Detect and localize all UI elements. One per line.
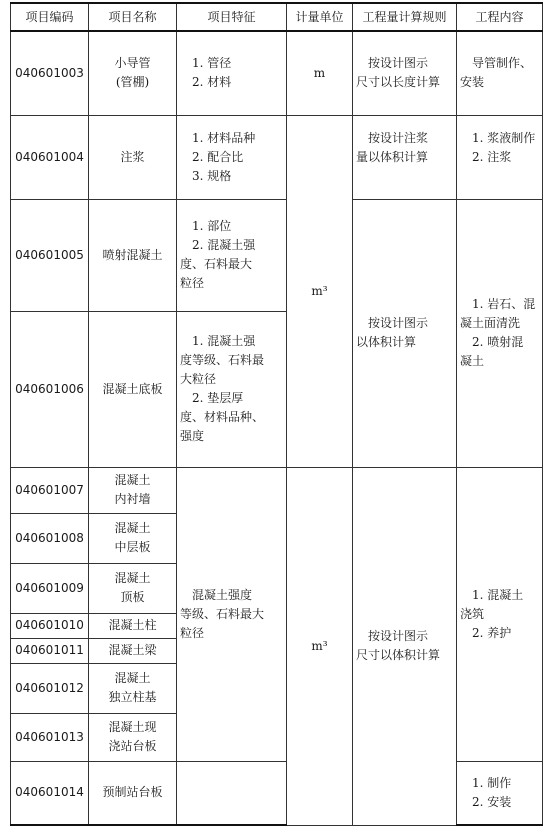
- item-name: 混凝土 独立柱基: [89, 663, 177, 713]
- item-code: 040601004: [11, 115, 89, 199]
- item-rule: 按设计图示 尺寸以长度计算: [353, 31, 457, 115]
- item-features: 混凝土强度 等级、石料最大 粒径: [177, 467, 287, 761]
- item-name: 混凝土底板: [89, 311, 177, 467]
- header-name: 项目名称: [89, 3, 177, 31]
- item-code: 040601007: [11, 467, 89, 513]
- header-rule: 工程量计算规则: [353, 3, 457, 31]
- table-row: [11, 115, 543, 199]
- table-row: [11, 199, 543, 311]
- header-code: 项目编码: [11, 3, 89, 31]
- item-name: 喷射混凝土: [89, 199, 177, 311]
- item-content: 导管制作、 安装: [457, 31, 543, 115]
- item-name: 混凝土柱: [89, 613, 177, 638]
- item-unit: m³: [287, 115, 353, 467]
- item-features: 1. 管径 2. 材料: [177, 31, 287, 115]
- item-code: 040601011: [11, 638, 89, 663]
- bill-of-quantities-table: [10, 2, 543, 826]
- item-features: 1. 材料品种 2. 配合比 3. 规格: [177, 115, 287, 199]
- item-code: 040601009: [11, 563, 89, 613]
- item-content: 1. 混凝土 浇筑 2. 养护: [457, 467, 543, 761]
- header-unit: 计量单位: [287, 3, 353, 31]
- table-row: [11, 31, 543, 115]
- item-rule: 按设计图示 以体积计算: [353, 199, 457, 467]
- item-code: 040601006: [11, 311, 89, 467]
- item-code: 040601003: [11, 31, 89, 115]
- header-content: 工程内容: [457, 3, 543, 31]
- item-name: 预制站台板: [89, 761, 177, 825]
- table-row: [11, 761, 543, 825]
- item-content: 1. 岩石、混 凝土面清洗 2. 喷射混 凝土: [457, 199, 543, 467]
- header-row: [11, 3, 543, 31]
- item-rule: 按设计图示 尺寸以体积计算: [353, 467, 457, 825]
- item-rule: 按设计注浆 量以体积计算: [353, 115, 457, 199]
- table-row: [11, 467, 543, 513]
- item-name: 混凝土 中层板: [89, 513, 177, 563]
- item-name: 混凝土 内衬墙: [89, 467, 177, 513]
- item-name: 混凝土现 浇站台板: [89, 713, 177, 761]
- item-name: 注浆: [89, 115, 177, 199]
- item-code: 040601010: [11, 613, 89, 638]
- item-name: 混凝土 顶板: [89, 563, 177, 613]
- item-code: 040601008: [11, 513, 89, 563]
- item-unit: m³: [287, 467, 353, 825]
- item-name: 混凝土梁: [89, 638, 177, 663]
- item-content: 1. 浆液制作 2. 注浆: [457, 115, 543, 199]
- item-features: [177, 761, 287, 825]
- item-code: 040601014: [11, 761, 89, 825]
- item-code: 040601012: [11, 663, 89, 713]
- header-features: 项目特征: [177, 3, 287, 31]
- item-content: 1. 制作 2. 安装: [457, 761, 543, 825]
- item-code: 040601013: [11, 713, 89, 761]
- item-features: 1. 部位 2. 混凝土强 度、石料最大 粒径: [177, 199, 287, 311]
- item-features: 1. 混凝土强 度等级、石料最 大粒径 2. 垫层厚 度、材料品种、 强度: [177, 311, 287, 467]
- item-unit: m: [287, 31, 353, 115]
- item-name: 小导管 (管棚): [89, 31, 177, 115]
- item-code: 040601005: [11, 199, 89, 311]
